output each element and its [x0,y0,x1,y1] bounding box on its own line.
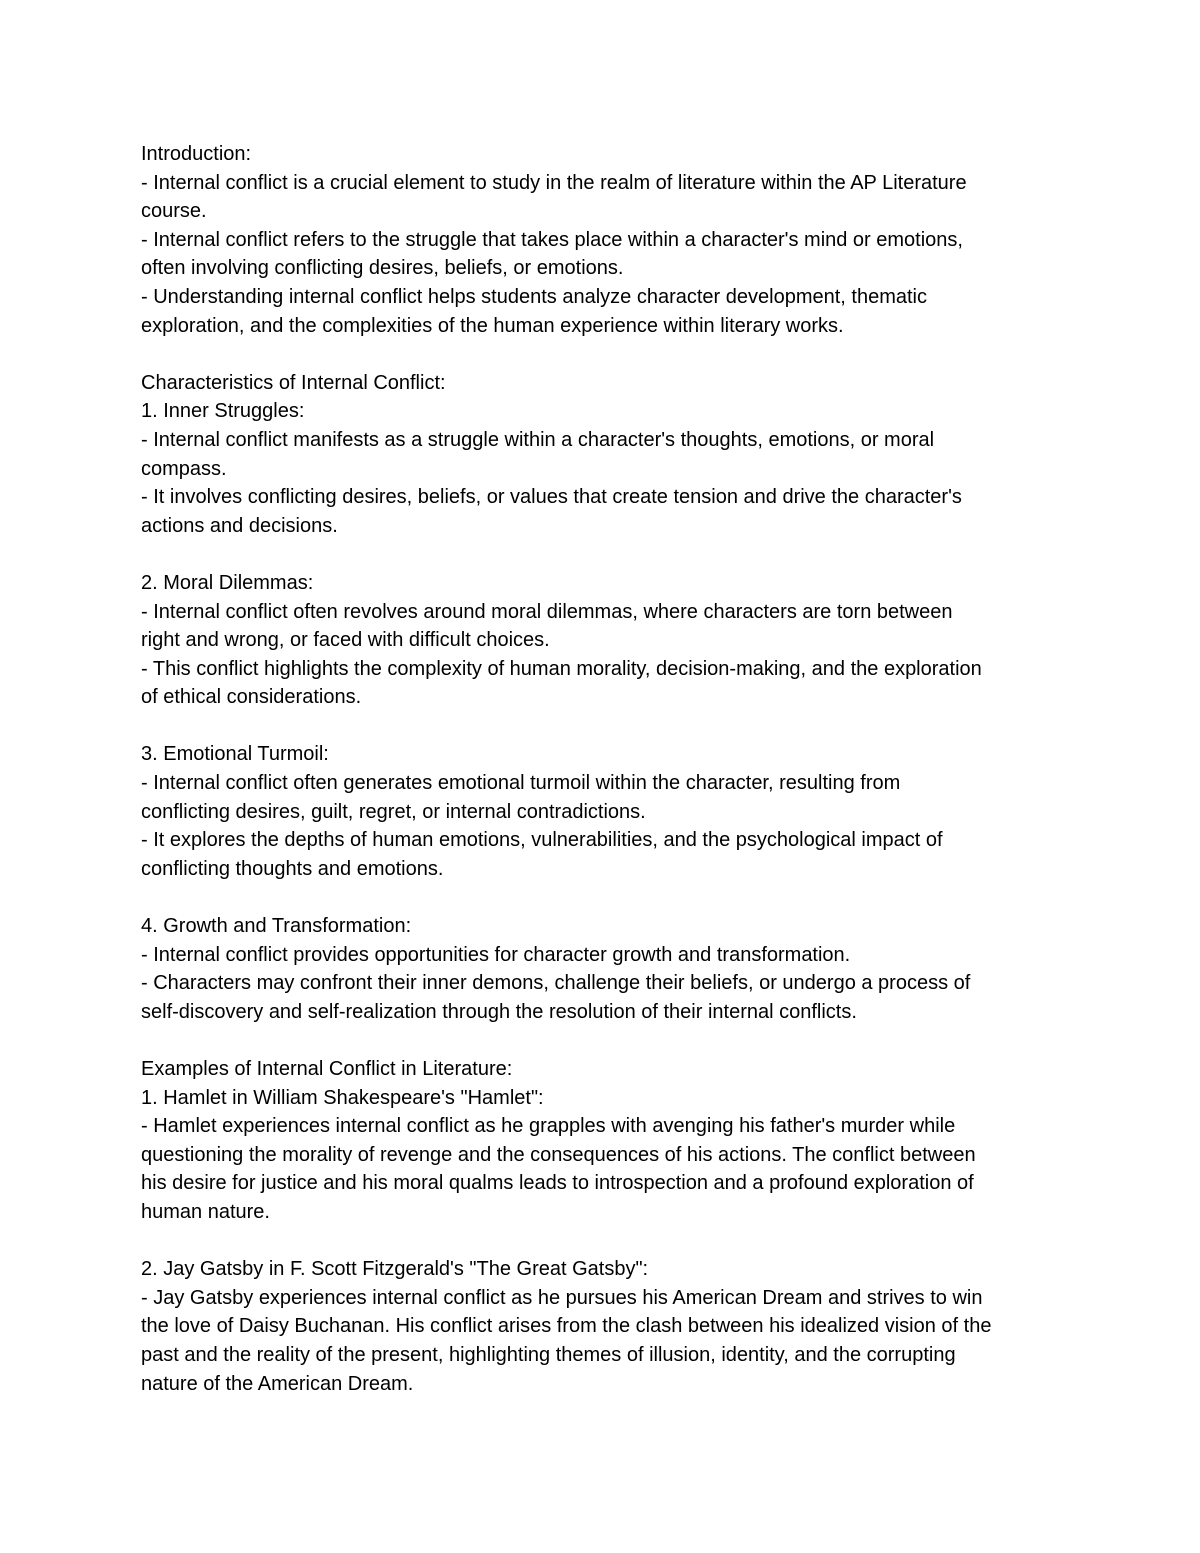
paragraph-gap [141,1026,1071,1055]
subheading: 2. Jay Gatsby in F. Scott Fitzgerald's "The Great Gatsby": [141,1258,649,1281]
text-line: - Internal conflict refers to the struggle that takes place within a character's mind or emotions, [141,228,963,251]
text-line: - Understanding internal conflict helps students analyze character development, thematic [141,285,927,308]
paragraph-gap [141,883,1071,912]
text-line: - Jay Gatsby experiences internal conflict as he pursues his American Dream and strives to win [141,1286,983,1309]
text-line: of ethical considerations. [141,686,362,709]
text-line: - Hamlet experiences internal conflict as he grapples with avenging his father's murder while [141,1115,956,1138]
text-line: self-discovery and self-realization through the resolution of their internal conflicts. [141,1000,857,1023]
text-line: course. [141,200,207,223]
text-line: - Internal conflict often revolves around moral dilemmas, where characters are torn between [141,600,953,623]
section-emotional-turmoil [141,740,1071,883]
section-growth-transformation [141,912,1071,1026]
text-line: his desire for justice and his moral qualms leads to introspection and a profound exploration of [141,1172,974,1195]
text-line: often involving conflicting desires, beliefs, or emotions. [141,257,624,280]
text-line: the love of Daisy Buchanan. His conflict arises from the clash between his idealized vision of the [141,1315,992,1338]
paragraph-gap [141,340,1071,369]
text-line: - Internal conflict often generates emotional turmoil within the character, resulting from [141,772,901,795]
text-line: conflicting thoughts and emotions. [141,857,444,880]
text-line: compass. [141,457,227,480]
subheading: 1. Hamlet in William Shakespeare's "Hamlet": [141,1086,544,1109]
text-line: questioning the morality of revenge and the consequences of his actions. The conflict between [141,1143,976,1166]
section-heading: Introduction: [141,143,252,165]
subheading: 1. Inner Struggles: [141,400,305,423]
subheading: 3. Emotional Turmoil: [141,743,329,766]
text-line: - Internal conflict is a crucial element to study in the realm of literature within the AP Literature [141,171,967,194]
section-examples-hamlet [141,1055,1071,1227]
text-line: past and the reality of the present, highlighting themes of illusion, identity, and the corrupting [141,1343,956,1366]
section-moral-dilemmas [141,569,1071,712]
section-examples-gatsby [141,1255,1071,1398]
text-line: - It explores the depths of human emotions, vulnerabilities, and the psychological impact of [141,829,943,852]
subheading: 4. Growth and Transformation: [141,915,412,938]
section-characteristics [141,369,1071,541]
document-page [141,140,1071,1398]
subheading: 2. Moral Dilemmas: [141,571,314,594]
section-heading: Examples of Internal Conflict in Literature: [141,1058,513,1080]
text-line: human nature. [141,1200,270,1223]
text-line: - It involves conflicting desires, beliefs, or values that create tension and drive the character's [141,486,962,509]
text-line: - Internal conflict manifests as a struggle within a character's thoughts, emotions, or moral [141,428,935,451]
text-line: conflicting desires, guilt, regret, or internal contradictions. [141,800,646,823]
text-line: - Internal conflict provides opportunities for character growth and transformation. [141,943,851,966]
text-line: nature of the American Dream. [141,1372,414,1395]
paragraph-gap [141,540,1071,569]
paragraph-gap [141,1227,1071,1256]
section-introduction [141,140,1071,340]
paragraph-gap [141,712,1071,741]
text-line: - Characters may confront their inner demons, challenge their beliefs, or undergo a process of [141,972,971,995]
text-line: right and wrong, or faced with difficult choices. [141,629,550,652]
section-heading: Characteristics of Internal Conflict: [141,371,446,394]
text-line: actions and decisions. [141,514,338,537]
text-line: exploration, and the complexities of the human experience within literary works. [141,314,844,337]
text-line: - This conflict highlights the complexity of human morality, decision-making, and the exploration [141,657,982,680]
